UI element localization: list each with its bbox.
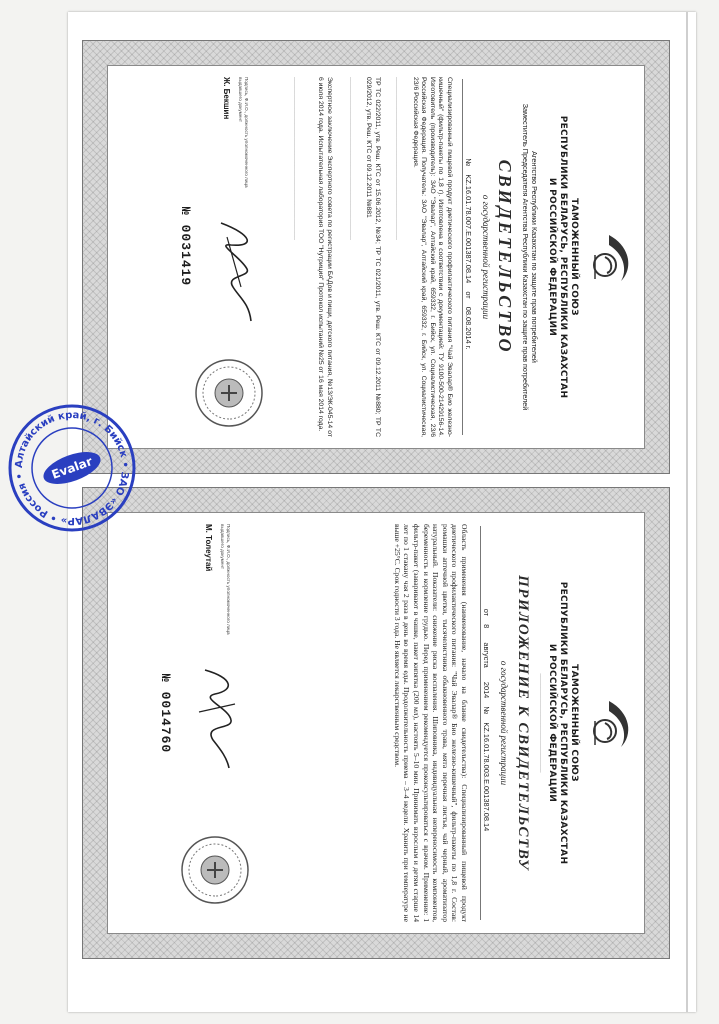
date-day: 8	[482, 624, 491, 629]
faint-form-text-2: ──────────────────────────────────────────────	[347, 77, 353, 240]
faint-form-text-3: ──────────────────────────────────────────────	[291, 77, 297, 240]
faint-form-header: ────────────────────────────	[537, 673, 543, 773]
signer-caption: Подпись, Ф.И.О., должность уполномоченного лица выдавшего документ	[220, 524, 231, 635]
certificate-appendix	[82, 487, 670, 959]
expert-conclusion: Экспертное заключение Экспертного совета по регистрации БАДов и пищи, детского питания, №13/ЭК-045-14 от 6 июля 2014 года. Испытательная лаборатория ТОО "Нутриция" Протокол испытаний №25 от 16 мая 2014 года.	[317, 77, 333, 437]
date-month: августа	[482, 642, 491, 668]
signer-name: М. Толеутай	[204, 524, 213, 572]
serial-value: 0031419	[178, 224, 193, 287]
date-prefix: от	[482, 608, 491, 617]
issuer-org	[546, 67, 579, 447]
stamp-ring-text: Алтайский край, г. Бийск • ЗАО «ЭВАЛАР» • Россия •	[13, 409, 131, 527]
registration-number-line	[462, 79, 473, 435]
org-line-3: И РОССИЙСКОЙ ФЕДЕРАЦИИ	[547, 177, 557, 337]
appendix-subtitle: о государственной регистрации	[499, 660, 509, 786]
official-seal	[193, 357, 265, 429]
reg-date-label: от	[464, 291, 473, 299]
reg-number: KZ.16.01.78.003.E.001387.08.14	[482, 722, 491, 832]
faint-form-text: ──────────────────────────────────────────────	[393, 77, 399, 240]
date-year: 2014	[482, 681, 491, 699]
certificate-title: СВИДЕТЕЛЬСТВО	[495, 159, 515, 355]
customs-union-emblem-icon	[583, 693, 639, 753]
reg-number: KZ.16.01.78.007.E.001387.08.14	[464, 174, 473, 284]
issuer-org	[546, 514, 579, 932]
org-line-1: ТАМОЖЕННЫЙ СОЮЗ	[569, 664, 579, 782]
official-seal	[179, 834, 251, 906]
org-line-2: РЕСПУБЛИКИ БЕЛАРУСЬ, РЕСПУБЛИКИ КАЗАХСТАН	[558, 115, 568, 399]
reg-date: 08.08.2014 г.	[464, 306, 473, 350]
registration-certificate	[82, 40, 670, 474]
certificate-inner-panel	[107, 65, 645, 449]
product-description: Специализированный пищевой продукт диетического профилактического питания "Чай Эвалар® Био железно-кишечный" (фильтр-пакеты по 1,8 г). Изготовлена в соответствии с документацией: ТУ 9100-500-21429156-14. Изготовитель (производитель): ЗАО "Эвалар", Алтайский край, 659332, г. Бийск, ул. Социалистическая, 23/6 Российская Федерация. Получатель: ЗАО "Эвалар", Алтайский край, 659332, г. Бийск, ул. Социалистическая, 23/6 Российская Федерация.	[411, 77, 453, 437]
serial-label: №	[178, 207, 193, 216]
handwritten-signature	[191, 664, 243, 774]
agency-line-2: Заместитель Председателя Агентства Республики Казахстан по защите прав потребителей	[521, 103, 530, 411]
appendix-body-text: Область применения (наименование, начало на бланке свидетельства): Специализированный пищевой продукт диетического профилактического питания: "Чай Эвалар® Био железно-кишечный", фильтр-пакеты по 1,8 г. Состав: ромашки аптечной цветки, тысячелистника обыкновенного трава, мята перечная листья, чай черный, ароматизатор натуральный. Показатели: снижение риска воспаления. Шиповника, индивидуальная непереносимость компонентов, беременность и кормление грудью. Перед применением рекомендуется проконсультироваться с врачом. Применение: 1 фильтр-пакет (заваривают в чашке, пакет кипятка (200 мл), настоять 5–10 мин. Принимать взрослым и детям старше 14 лет по 1 стакану чая 2 раза в день во время еды. Продолжительность приема – 3–4 недели. Хранить при температуре не выше +25°С. Срок годности 3 года. Не является лекарственным средством.	[392, 524, 469, 922]
scan-edge-line	[686, 12, 688, 1012]
handwritten-signature	[209, 217, 261, 327]
org-line-1: ТАМОЖЕННЫЙ СОЮЗ	[569, 198, 579, 316]
certificate-content	[109, 67, 643, 447]
company-stamp	[6, 402, 138, 534]
technical-regulations: ТР ТС 022/2011, утв. Реш. КТС от 15.06.2012, №34; ТР ТС 021/2011, утв. Реш. КТС от 09.12.2011 №880; ТР ТС 029/2012, утв. Реш. КТС от 09.12.2011 №881	[365, 77, 381, 437]
serial-number	[158, 674, 173, 753]
appendix-content	[109, 514, 643, 932]
reg-number-label: №	[464, 158, 473, 167]
agency-name	[521, 67, 539, 447]
appendix-title: ПРИЛОЖЕНИЕ К СВИДЕТЕЛЬСТВУ	[515, 575, 531, 871]
agency-line-1: Агентство Республики Казахстан по защите прав потребителей	[530, 151, 539, 363]
certificate-subtitle: о государственной регистрации	[481, 194, 491, 320]
reg-number-label: №	[482, 706, 491, 715]
appendix-inner-panel	[107, 512, 645, 934]
org-line-3: И РОССИЙСКОЙ ФЕДЕРАЦИИ	[547, 643, 557, 803]
customs-union-emblem-icon	[583, 227, 639, 287]
serial-number	[178, 207, 193, 286]
serial-value: 0014760	[158, 691, 173, 754]
signer-caption: Подпись, Ф.И.О., должность уполномоченного лица выдавшего документ	[238, 77, 249, 188]
serial-label: №	[158, 674, 173, 683]
appendix-date-line	[480, 526, 491, 920]
org-line-2: РЕСПУБЛИКИ БЕЛАРУСЬ, РЕСПУБЛИКИ КАЗАХСТАН	[558, 581, 568, 865]
signer-name: Ж. Бекшин	[222, 77, 231, 120]
stamp-brand: Evalar	[49, 454, 95, 482]
